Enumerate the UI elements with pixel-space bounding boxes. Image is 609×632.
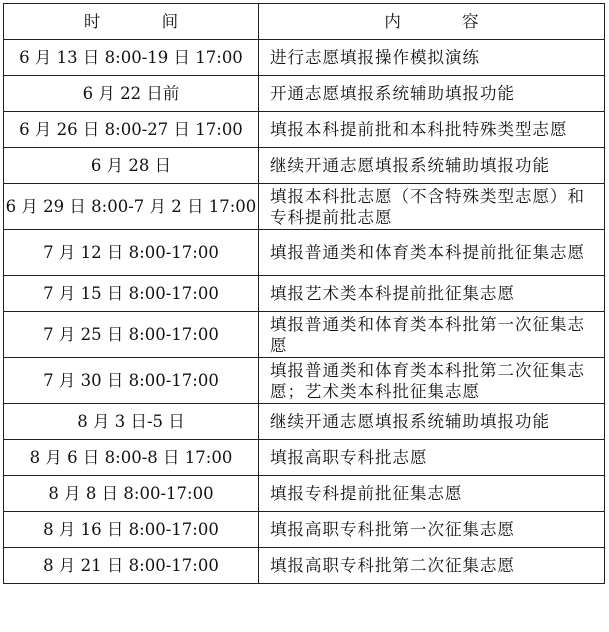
table-row	[4, 476, 605, 512]
table-row	[4, 512, 605, 548]
table-row	[4, 76, 605, 112]
row-content: 继续开通志愿填报系统辅助填报功能	[259, 404, 605, 440]
row-time: 7 月 12 日 8:00-17:00	[4, 230, 259, 276]
row-content: 填报本科提前批和本科批特殊类型志愿	[259, 112, 605, 148]
row-content: 填报高职专科批第二次征集志愿	[259, 548, 605, 584]
row-time: 6 月 22 日前	[4, 76, 259, 112]
table-row	[4, 148, 605, 184]
table-row	[4, 358, 605, 404]
table-row	[4, 112, 605, 148]
row-content: 填报高职专科批志愿	[259, 440, 605, 476]
table-row	[4, 276, 605, 312]
table-row	[4, 230, 605, 276]
row-content: 填报专科提前批征集志愿	[259, 476, 605, 512]
row-time: 6 月 28 日	[4, 148, 259, 184]
row-time: 7 月 15 日 8:00-17:00	[4, 276, 259, 312]
header-time: 时 间	[4, 4, 259, 40]
row-time: 8 月 3 日-5 日	[4, 404, 259, 440]
row-time: 8 月 16 日 8:00-17:00	[4, 512, 259, 548]
header-content: 内 容	[259, 4, 605, 40]
row-content: 填报本科批志愿（不含特殊类型志愿）和专科提前批志愿	[259, 184, 605, 230]
table-row	[4, 548, 605, 584]
row-time: 8 月 21 日 8:00-17:00	[4, 548, 259, 584]
row-time: 6 月 13 日 8:00-19 日 17:00	[4, 40, 259, 76]
row-time: 7 月 25 日 8:00-17:00	[4, 312, 259, 358]
row-content: 开通志愿填报系统辅助填报功能	[259, 76, 605, 112]
row-content: 填报普通类和体育类本科批第一次征集志愿	[259, 312, 605, 358]
row-content: 填报普通类和体育类本科提前批征集志愿	[259, 230, 605, 276]
table-row	[4, 184, 605, 230]
row-time: 8 月 8 日 8:00-17:00	[4, 476, 259, 512]
schedule-table	[3, 3, 605, 584]
row-time: 7 月 30 日 8:00-17:00	[4, 358, 259, 404]
row-content: 填报高职专科批第一次征集志愿	[259, 512, 605, 548]
row-time: 6 月 29 日 8:00-7 月 2 日 17:00	[4, 184, 259, 230]
row-content: 继续开通志愿填报系统辅助填报功能	[259, 148, 605, 184]
table-row	[4, 440, 605, 476]
row-content: 填报艺术类本科提前批征集志愿	[259, 276, 605, 312]
row-content: 进行志愿填报操作模拟演练	[259, 40, 605, 76]
table-row	[4, 404, 605, 440]
row-content: 填报普通类和体育类本科批第二次征集志愿；艺术类本科批征集志愿	[259, 358, 605, 404]
table-row	[4, 40, 605, 76]
table-header-row	[4, 4, 605, 40]
row-time: 6 月 26 日 8:00-27 日 17:00	[4, 112, 259, 148]
row-time: 8 月 6 日 8:00-8 日 17:00	[4, 440, 259, 476]
table-row	[4, 312, 605, 358]
